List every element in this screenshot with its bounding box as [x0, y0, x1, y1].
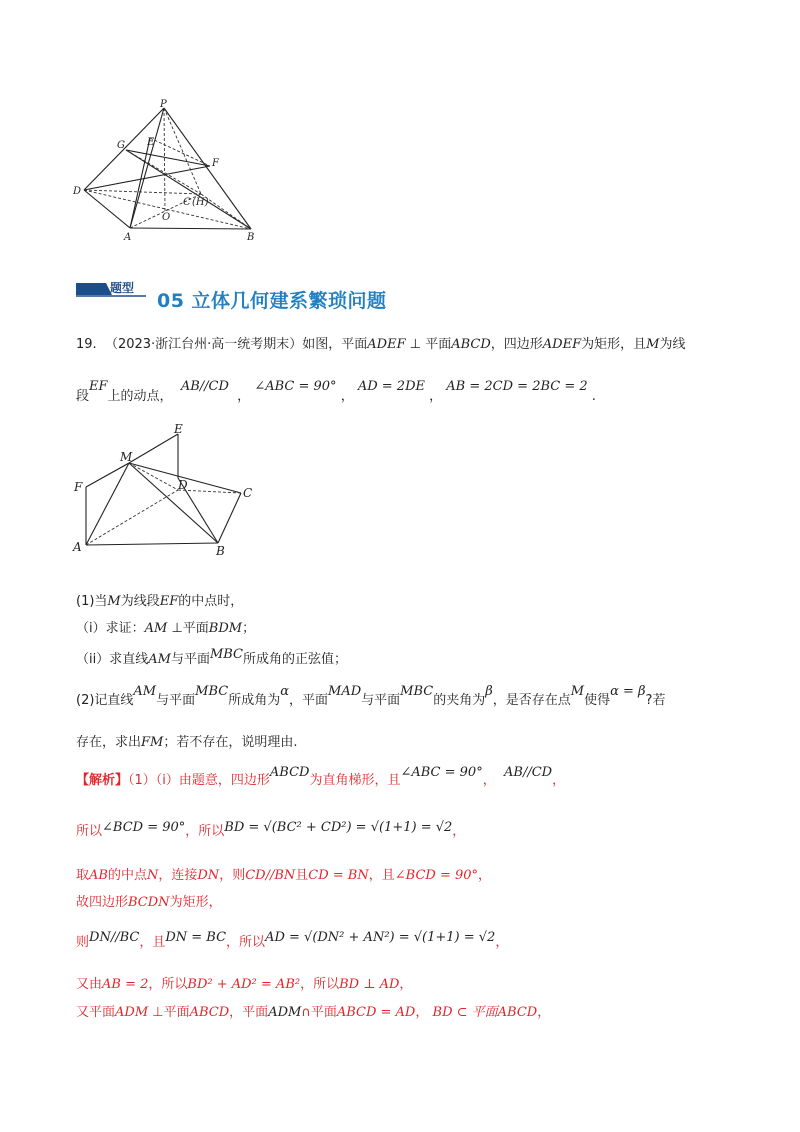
diag-DB	[84, 190, 251, 229]
math: FM	[141, 735, 164, 750]
text: (2)记直线	[76, 693, 134, 708]
math: β	[485, 684, 493, 699]
math: DN	[197, 868, 220, 883]
text: 的中点时，	[178, 594, 244, 609]
math: MBC	[195, 684, 229, 699]
edge-DA	[84, 190, 130, 228]
question-2	[76, 684, 666, 708]
math: MBC	[209, 647, 244, 662]
math: ∠ABC = 90°	[400, 765, 483, 780]
text: （ii）求直线	[76, 652, 149, 667]
text: ，	[552, 773, 566, 788]
label-G: G	[117, 140, 125, 151]
text: 所成角的正弦值；	[243, 652, 348, 667]
math: BD² + AD² = AB²	[187, 977, 301, 992]
text: ?若	[645, 693, 666, 708]
math: BCDN	[128, 895, 170, 910]
math: MAD	[328, 684, 362, 699]
text: ，	[340, 389, 354, 404]
text: ，所以	[148, 977, 188, 992]
text: ；	[242, 621, 256, 636]
math: ADEF	[542, 337, 582, 352]
text: ，	[495, 935, 509, 950]
text: ，	[478, 868, 492, 883]
text: ，平面	[229, 1005, 269, 1020]
math: AB = 2	[102, 977, 149, 992]
problem-line-1	[76, 333, 685, 352]
text: 与平面	[156, 693, 196, 708]
text: .	[591, 389, 596, 404]
edge-DC	[84, 190, 201, 194]
math: ∠BCD = 90°	[102, 820, 186, 835]
math: AB//CD	[180, 379, 229, 394]
text: ，	[399, 977, 413, 992]
solution-line-7	[76, 1001, 550, 1020]
text: 所以	[76, 824, 103, 839]
text: 又由	[76, 977, 103, 992]
math: BD ⊂ 平面ABCD	[432, 1005, 538, 1020]
text: 所成角为	[228, 693, 281, 708]
math: ABCD	[451, 337, 491, 352]
label-E: E	[174, 422, 183, 436]
text: 段	[76, 389, 90, 404]
math: DN//BC	[89, 930, 140, 945]
height-PO	[164, 108, 165, 211]
text: 又平面	[76, 1005, 116, 1020]
text: 19. （2023·浙江台州·高一统考期末）如图，平面	[76, 337, 368, 352]
text: 与平面	[361, 693, 401, 708]
text: ⊥平面	[167, 621, 209, 636]
text: ；若不存在，说明理由.	[163, 735, 298, 750]
text: 的中点	[107, 868, 147, 883]
math: BDM	[208, 621, 243, 636]
math: ADM	[115, 1005, 149, 1020]
text: 且	[295, 868, 309, 883]
text: 取	[76, 868, 90, 883]
math: CD//BN	[245, 868, 296, 883]
math: AB//CD	[504, 765, 553, 780]
text: 故四边形	[76, 895, 129, 910]
text: ，平面	[289, 693, 329, 708]
label-P: P	[160, 99, 167, 110]
solution-line-5	[76, 931, 508, 950]
math: AB	[89, 868, 108, 883]
problem-line-2	[76, 379, 596, 404]
edge-EF	[150, 138, 210, 166]
text: ，	[237, 389, 251, 404]
math: α = β	[610, 684, 646, 699]
label-D: D	[73, 186, 82, 197]
label-F: F	[212, 158, 219, 169]
math: AD = 2DE	[357, 379, 425, 394]
text: ，连接	[158, 868, 198, 883]
math: MBC	[400, 684, 434, 699]
text: ，	[452, 824, 466, 839]
math: ADEF	[367, 337, 406, 352]
question-1-ii	[76, 648, 347, 667]
math: AB = 2CD = 2BC = 2	[446, 379, 588, 394]
pyramid-figure	[70, 98, 270, 246]
math: ABCD	[269, 765, 310, 780]
math: ∠BCD = 90°	[394, 868, 479, 883]
text: ，且	[139, 935, 166, 950]
edge-AB	[86, 543, 218, 545]
text: 的夹角为	[433, 693, 486, 708]
math: CD = BN	[308, 868, 369, 883]
math: BD ⊥ AD	[339, 977, 400, 992]
text: 为矩形，	[169, 895, 222, 910]
label-B: B	[216, 544, 225, 558]
question-1-i	[76, 617, 255, 636]
label-A: A	[73, 540, 82, 554]
edge-BC	[218, 493, 241, 543]
math: α	[280, 684, 289, 699]
math: DN = BC	[165, 930, 227, 945]
math: EF	[159, 594, 179, 609]
text: ，	[482, 773, 496, 788]
text: ，是否存在点	[492, 693, 571, 708]
label-M: M	[120, 450, 133, 464]
math: M	[570, 684, 585, 699]
solution-line-6	[76, 973, 412, 992]
text: ，所以	[226, 935, 266, 950]
text: ，所以	[300, 977, 340, 992]
math: AM	[148, 652, 171, 667]
text: 为直角梯形，且	[309, 773, 401, 788]
section-badge	[76, 279, 146, 297]
text: ∩平面	[301, 1005, 337, 1020]
text: 上的动点，	[107, 389, 173, 404]
math: EF	[89, 379, 108, 394]
text: ，四边形	[490, 337, 543, 352]
math: AD = √(DN² + AN²) = √(1+1) = √2	[265, 930, 496, 945]
text: ，所以	[185, 824, 225, 839]
math: ADM	[268, 1005, 302, 1020]
edge-MD	[129, 463, 178, 490]
math: M	[107, 594, 121, 609]
edge-ME	[129, 434, 178, 463]
label-E: E	[147, 137, 155, 148]
text: （i）求证：	[76, 621, 145, 636]
label-C: C	[183, 197, 191, 208]
edge-PB	[164, 108, 251, 229]
label-D: D	[178, 478, 188, 492]
section-title: 05 立体几何建系繁琐问题	[157, 290, 387, 312]
text: 为矩形，且	[581, 337, 647, 352]
text: ，则	[219, 868, 246, 883]
math: ABCD	[189, 1005, 230, 1020]
question-2-cont	[76, 731, 298, 750]
edge-AB	[130, 228, 251, 229]
solution-line-1	[76, 765, 566, 788]
text: ，	[429, 389, 443, 404]
math: AM	[144, 621, 168, 636]
solution-line-3	[76, 864, 491, 883]
label-F: F	[74, 480, 83, 494]
label-O: O	[162, 212, 171, 223]
question-1	[76, 590, 243, 609]
text: 则	[76, 935, 90, 950]
text: ，	[537, 1005, 551, 1020]
text: 为线段	[120, 594, 160, 609]
text: 存在，求出	[76, 735, 142, 750]
math: M	[646, 337, 660, 352]
math: AM	[133, 684, 157, 699]
math: N	[146, 868, 159, 883]
solution-line-2	[76, 820, 465, 839]
text: (1)当	[76, 594, 108, 609]
text: 为线	[659, 337, 686, 352]
math: ∠ABC = 90°	[254, 379, 337, 394]
label-A: A	[124, 232, 132, 243]
solution-tag: 【解析】	[76, 773, 129, 788]
section-badge-text: 题型	[110, 281, 135, 295]
text: ⊥ 平面	[405, 337, 452, 352]
solid-figure	[68, 420, 268, 560]
math: BD = √(BC² + CD²) = √(1+1) = √2	[224, 820, 453, 835]
text: ⊥平面	[148, 1005, 190, 1020]
label-H: (H)	[192, 197, 209, 208]
text: 与平面	[170, 652, 210, 667]
label-B: B	[247, 232, 255, 243]
text: 使得	[584, 693, 611, 708]
label-C: C	[243, 486, 253, 500]
text: （1）（i）由题意，四边形	[128, 773, 270, 788]
text: ，且	[368, 868, 395, 883]
text: ，	[415, 1005, 429, 1020]
solution-line-4	[76, 891, 222, 910]
math: ABCD = AD	[336, 1005, 416, 1020]
